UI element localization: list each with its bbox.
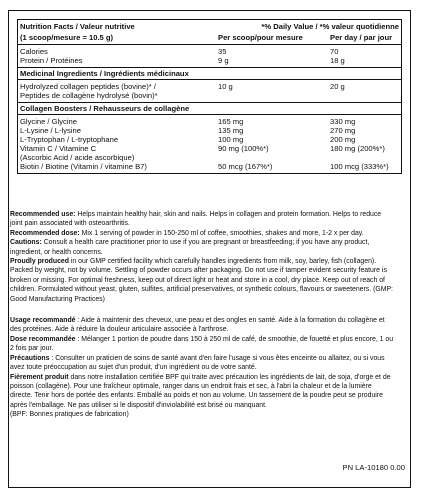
label-notes [10, 210, 394, 420]
table-row [18, 82, 401, 100]
row-scoop [218, 153, 330, 162]
label-text: dans notre installation certifiée BPF qui traite avec précaution les ingrédients de lait, de soja, d'orge et de poisson (collagène). Pour une fraîcheur optimale, ranger dans un endroit frais et sec, à l'abri la chaleur et de la lumière directe. Tenir hors de portée des enfants. Emballé au poids et non au volume. Un tassement de la poudre peut se produire après l'emballage. Ne pas utiliser si le dispositif d'inviolabilité est brisé ou manquant. [10, 373, 391, 409]
row-name: Biotin / Biotine (Vitamin / vitamine B7) [20, 162, 147, 171]
row-name: Calories [20, 47, 48, 56]
row-day: 180 mg (200%*) [330, 144, 385, 153]
produced-en [10, 257, 394, 304]
row-name: L-Tryptophan / L-tryptophane [20, 135, 119, 144]
row-day: 18 g [330, 56, 345, 65]
boosters-header: Collagen Boosters / Rehausseurs de collagène [18, 102, 401, 115]
serving-row [18, 33, 401, 45]
row-scoop: 9 g [218, 56, 229, 65]
label-text: : Mélanger 1 portion de poudre dans 150 à 250 ml de café, de smoothie, de fouetté et plus encore, 1 ou 2 fois par jour. [10, 335, 394, 353]
row-day [330, 153, 399, 162]
row-name: Protein / Protéines [20, 56, 83, 65]
serving-size: (1 scoop/mesure = 10.5 g) [20, 33, 114, 42]
label-heading: Fièrement produit [10, 373, 69, 381]
row-scoop: 90 mg (100%*) [218, 144, 269, 153]
table-row [18, 144, 401, 153]
recommended-dose-fr [10, 335, 394, 354]
row-scoop: 50 mcg (167%*) [218, 162, 273, 171]
row-name-line: Hydrolyzed collagen peptides (bovine)* / [20, 82, 156, 91]
row-name: L-Lysine / L-lysine [20, 126, 81, 135]
row-day: 270 mg [330, 126, 356, 135]
row-scoop: 10 g [218, 82, 233, 91]
row-day: 100 mcg (333%*) [330, 162, 389, 171]
nutrition-facts-table [17, 19, 402, 174]
medicinal-header: Medicinal Ingredients / Ingrédients médicinaux [18, 67, 401, 80]
label-heading: Dose recommandée [10, 335, 76, 343]
table-row [18, 162, 401, 173]
label-text: Consult a health care practitioner prior to use if you are pregnant or breastfeeding; if you have any product, ingredient, or health concerns. [10, 239, 370, 256]
row-day: 330 mg [330, 117, 356, 126]
row-day: 20 g [330, 82, 345, 91]
label-text: in our GMP certified facility which carefully handles ingredients from milk, soy, barley, fish (collagen). Packed by weight, not by volume. Settling of powder occurs after packaging. Do not use if tamper evident security feature is broken or missing. For optimal freshness, keep out of direct light or heat and store in a cool, dry place. Keep out of reach of children. Formulated without yeast, gluten, sulfites, artificial preservatives, or synthetic colours, flavours or sweeteners. (GMP: Good Manufacturing Practices) [10, 258, 393, 303]
row-name: (Ascorbic Acid / acide ascorbique) [20, 153, 135, 162]
cautions-fr [10, 354, 394, 373]
label-heading: Proudly produced [10, 258, 69, 266]
row-scoop: 100 mg [218, 135, 244, 144]
per-day-heading: Per day / par jour [330, 33, 393, 42]
daily-value-note: *% Daily Value / *% valeur quotidienne [261, 22, 399, 31]
row-scoop: 35 [218, 47, 227, 56]
table-row [18, 153, 401, 162]
label-text: Mix 1 serving of powder in 150-250 ml of coffee, smoothies, shakes and more, 1-2 x per day. [79, 229, 364, 237]
recommended-dose-en [10, 229, 394, 238]
table-row [18, 47, 401, 56]
row-day: 70 [330, 47, 339, 56]
recommended-use-fr [10, 316, 394, 335]
per-scoop-heading: Per scoop/pour mesure [218, 33, 303, 42]
label-heading: Cautions: [10, 239, 42, 247]
label-heading: Précautions [10, 354, 50, 362]
bpf-note: (BPF: Bonnes pratiques de fabrication) [10, 411, 129, 419]
row-name [20, 82, 218, 100]
row-name: Vitamin C / Vitamine C [20, 144, 97, 153]
table-row [18, 135, 401, 144]
recommended-use-en [10, 210, 394, 229]
row-name-line: Peptides de collagène hydrolysé (bovin)* [20, 91, 158, 100]
facts-title: Nutrition Facts / Valeur nutritive [20, 22, 135, 31]
row-scoop: 135 mg [218, 126, 244, 135]
label-text: Helps maintain healthy hair, skin and nails. Helps in collagen and protein formation. Helps to reduce joint pain associated with osteoarthritis. [10, 211, 382, 228]
row-name: Glycine / Glycine [20, 117, 77, 126]
label-heading: Recommended dose: [10, 229, 80, 237]
label-text: : Aide à maintenir des cheveux, une peau et des ongles en santé. Aide à la formation du collagène et des protéines. Aide à réduire la douleur articulaire associée à l'arthrose. [10, 317, 385, 334]
table-row [18, 56, 401, 65]
row-day: 200 mg [330, 135, 356, 144]
row-scoop: 165 mg [218, 117, 244, 126]
facts-header [18, 20, 401, 33]
label-text: : Consulter un praticien de soins de santé avant d'en faire l'usage si vous êtes enceinte ou allaitez, ou si vous avez toute préoccupation au sujet d'un produit, d'un ingrédient ou de votre santé. [10, 354, 385, 372]
produced-fr [10, 373, 394, 411]
table-row [18, 117, 401, 126]
label-heading: Usage recommandé [10, 317, 76, 325]
part-number: PN LA-10180 0.00 [342, 463, 405, 472]
table-row [18, 126, 401, 135]
label-heading: Recommended use: [10, 211, 76, 218]
cautions-en [10, 238, 394, 257]
